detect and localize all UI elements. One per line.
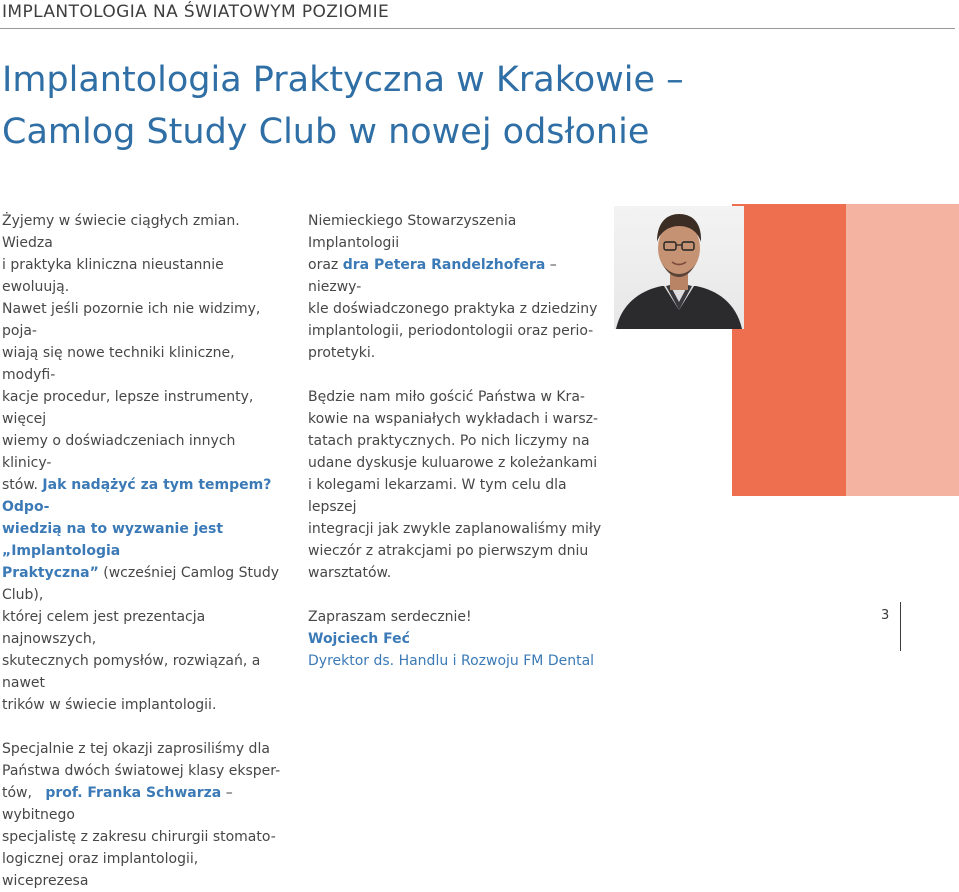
text-line: kle doświadczonego praktyka z dziedziny xyxy=(308,301,598,317)
signature-role: Dyrektor ds. Handlu i Rozwoju FM Dental xyxy=(308,653,595,669)
text-line: tatach praktycznych. Po nich liczymy na xyxy=(308,433,590,449)
text-line: wiemy o doświadczeniach innych klinicy- xyxy=(2,433,236,471)
text-line: i kolegami lekarzami. W tym celu dla lepszej xyxy=(308,477,567,515)
invitation-paragraph xyxy=(308,386,608,584)
text-line: Państwa dwóch światowej klasy eksper- xyxy=(2,763,281,779)
highlight-answer: Odpo- xyxy=(2,499,50,515)
signature-name: Wojciech Feć xyxy=(308,631,410,647)
page-number: 3 xyxy=(881,608,890,623)
text-line: Żyjemy w świecie ciągłych zmian. Wiedza xyxy=(2,213,240,251)
continuation-paragraph xyxy=(308,210,608,364)
closing-text: Zapraszam serdecznie! xyxy=(308,609,472,625)
text-line: tów, xyxy=(2,785,32,801)
text-line: specjalistę z zakresu chirurgii stomato- xyxy=(2,829,276,845)
text-line: udane dyskusje kuluarowe z koleżankami xyxy=(308,455,598,471)
paragraph-gap xyxy=(2,716,288,738)
text-line: i praktyka kliniczna nieustannie ewoluują. xyxy=(2,257,224,295)
page-number-divider xyxy=(900,602,901,651)
text-line: której celem jest prezentacja najnowszych, xyxy=(2,609,206,647)
highlight-question: Jak nadążyć za tym tempem? xyxy=(42,477,272,493)
text-line: implantologii, periodontologii oraz perio- xyxy=(308,323,594,339)
highlight-answer: Praktyczna” xyxy=(2,565,99,581)
text-line: wiają się nowe techniki kliniczne, modyfi- xyxy=(2,345,235,383)
header-divider xyxy=(0,28,955,29)
text-line: logicznej oraz implantologii, wiceprezesa xyxy=(2,851,199,889)
text-line: wieczór z atrakcjami po pierwszym dniu xyxy=(308,543,589,559)
decorative-block-peach xyxy=(846,204,959,496)
text-column-right xyxy=(308,210,608,672)
closing-block xyxy=(308,606,608,672)
text-line: protetyki. xyxy=(308,345,376,361)
text-line: (wcześniej Camlog Study Club), xyxy=(2,565,280,603)
text-line: warsztatów. xyxy=(308,565,392,581)
text-line: kowie na wspaniałych wykładach i warsz- xyxy=(308,411,599,427)
text-column-left xyxy=(2,210,288,892)
text-line: Będzie nam miło gościć Państwa w Kra- xyxy=(308,389,585,405)
portrait-photo xyxy=(614,206,744,329)
text-line: Specjalnie z tej okazji zaprosiliśmy dla xyxy=(2,741,270,757)
highlight-name: dra Petera Randelzhofera xyxy=(342,257,546,273)
decorative-block-coral xyxy=(732,204,846,496)
text-line: stów. xyxy=(2,477,38,493)
text-line: Nawet jeśli pozornie ich nie widzimy, poja- xyxy=(2,301,261,339)
section-label: IMPLANTOLOGIA NA ŚWIATOWYM POZIOMIE xyxy=(2,2,390,22)
text-line: – wybitnego xyxy=(2,785,233,823)
text-line: skutecznych pomysłów, rozwiązań, a nawet xyxy=(2,653,261,691)
text-line: trików w świecie implantologii. xyxy=(2,697,217,713)
experts-paragraph xyxy=(2,738,288,892)
text-line: Niemieckiego Stowarzyszenia Implantologii xyxy=(308,213,517,251)
title-line-2: Camlog Study Club w nowej odsłonie xyxy=(2,112,650,152)
article-title xyxy=(2,54,902,158)
text-line: – niezwy- xyxy=(308,257,557,295)
title-line-1: Implantologia Praktyczna w Krakowie – xyxy=(2,60,684,100)
person-portrait-icon xyxy=(614,206,744,329)
paragraph-gap xyxy=(308,364,608,386)
text-line: integracji jak zwykle zaplanowaliśmy miły xyxy=(308,521,602,537)
highlight-name: prof. Franka Schwarza xyxy=(45,785,222,801)
intro-paragraph xyxy=(2,210,288,716)
highlight-answer: wiedzią na to wyzwanie jest „Implantologia xyxy=(2,521,224,559)
text-line: kacje procedur, lepsze instrumenty, więcej xyxy=(2,389,254,427)
text-line: oraz xyxy=(308,257,339,273)
paragraph-gap xyxy=(308,584,608,606)
